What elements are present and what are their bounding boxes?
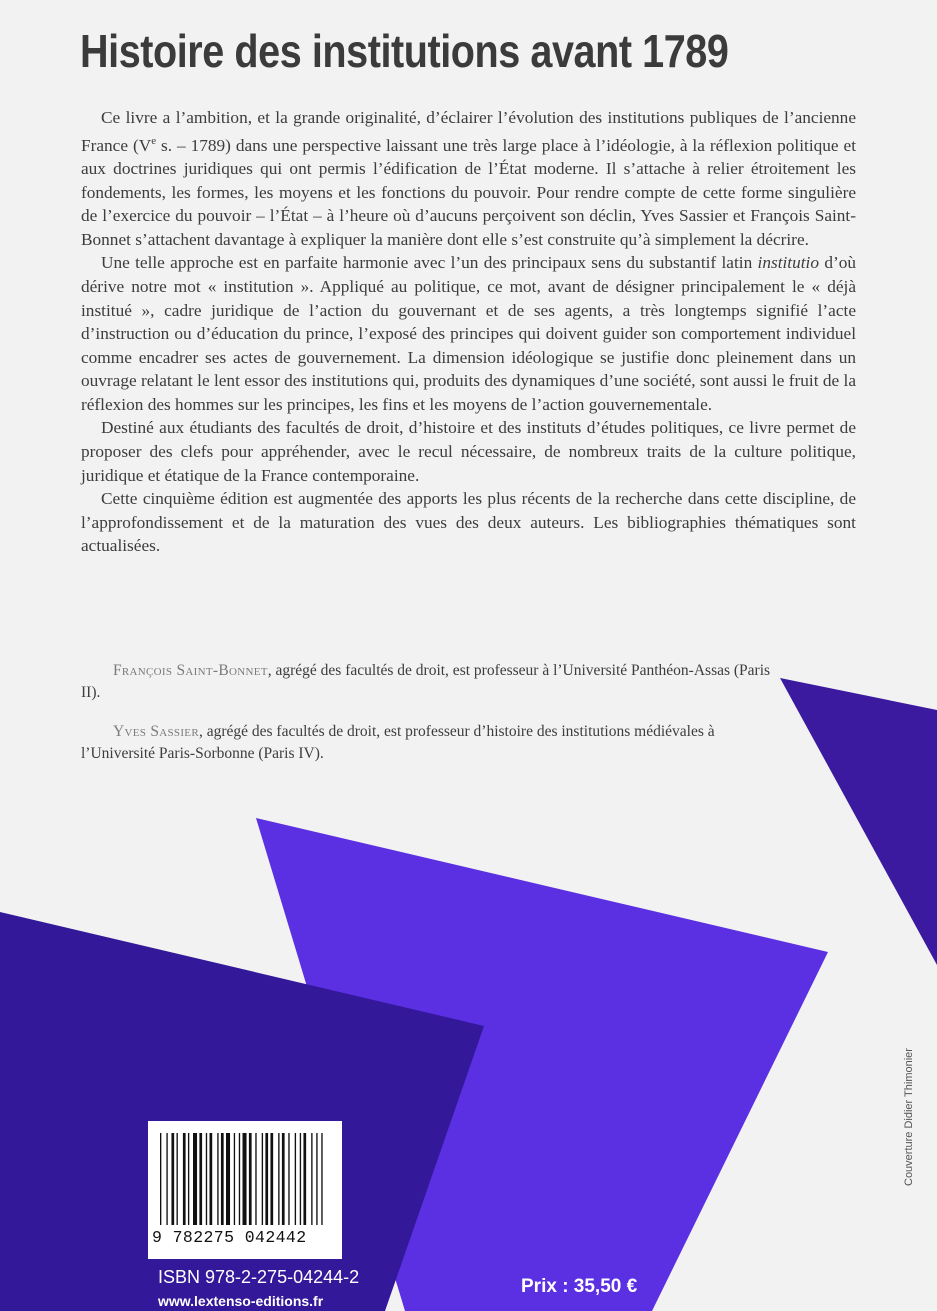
price: Prix : 35,50 € — [521, 1276, 638, 1297]
back-cover-text — [81, 106, 856, 558]
publisher-website: www.lextenso-editions.fr — [158, 1293, 324, 1309]
author-bios — [81, 660, 781, 782]
paragraph-3: Destiné aux étudiants des facultés de droit, d’histoire et des instituts d’études politiques, ce livre permet de proposer des clefs pour appréhender, avec le recul nécessaire, de nombreux traits de la culture politique, juridique et étatique de la France contemporaine. — [81, 418, 856, 485]
author-bio-1: François Saint-Bonnet, agrégé des facultés de droit, est professeur à l’Université Panthéon-Assas (Paris II). — [81, 662, 771, 701]
author-name: François Saint-Bonnet — [113, 662, 268, 679]
paragraph-2: Une telle approche est en parfaite harmonie avec l’un des principaux sens du substantif latin institutio d’où dérive notre mot « institution ». Appliqué au politique, ce mot, avant de désigner principalement le « déjà institué », cadre juridique de l’action du gouvernant et de ses agents, a très longtemps signifié l’acte d’instruction ou d’éducation du prince, l’exposé des principes qui doivent guider son comportement individuel comme encadrer ses actes de gouvernement. La dimension idéologique se justifie donc pleinement dans un ouvrage relatant le lent essor des institutions qui, produits des dynamiques d’une société, sont aussi le fruit de la réflexion des hommes sur les principes, les fins et les moyens de l’action gouvernementale. — [81, 253, 856, 414]
author-bio-2: Yves Sassier, agrégé des facultés de droit, est professeur d’histoire des institutions médiévales à l’Université Paris-Sorbonne (Paris IV). — [81, 723, 715, 762]
cover-credit: Couverture Didier Thimonier — [903, 1048, 915, 1186]
top-right-shape — [780, 678, 937, 965]
author-name: Yves Sassier — [113, 723, 199, 740]
paragraph-4: Cette cinquième édition est augmentée des apports les plus récents de la recherche dans cette discipline, de l’approfondissement et de la maturation des vues des deux auteurs. Les bibliographies thématiques sont actualisées. — [81, 489, 856, 556]
book-title: Histoire des institutions avant 1789 — [80, 25, 729, 77]
isbn: ISBN 978-2-275-04244-2 — [158, 1267, 360, 1287]
barcode-number: 9 782275 042442 — [152, 1228, 307, 1247]
paragraph-1: Ce livre a l’ambition, et la grande originalité, d’éclairer l’évolution des institutions publiques de l’ancienne France (Ve s. – 1789) dans une perspective laissant une très large place à l’idéologie, à la réflexion politique et aux doctrines juridiques qui ont permis l’édification de l’État moderne. Il s’attache à relier étroitement les fondements, les formes, les moyens et les fonctions du pouvoir. Pour rendre compte de cette forme singulière de l’exercice du pouvoir – l’État – à l’heure où d’aucuns perçoivent son déclin, Yves Sassier et François Saint-Bonnet s’attachent davantage à expliquer la manière dont elle s’est construite qu’à simplement la décrire. — [81, 108, 857, 249]
